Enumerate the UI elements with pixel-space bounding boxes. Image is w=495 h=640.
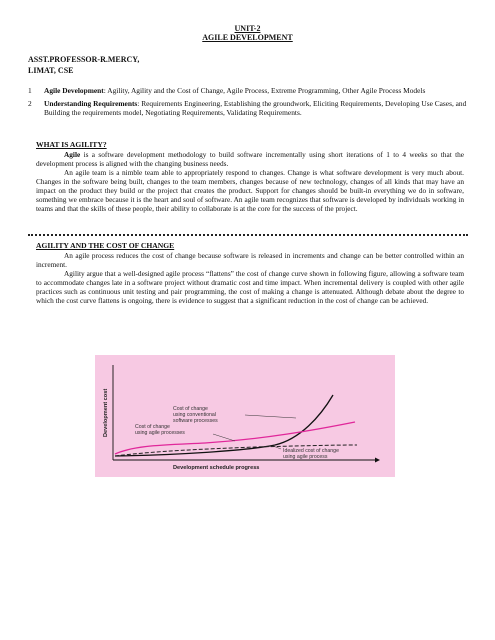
topic-item: [28, 99, 468, 118]
topic-text: : Requirements Engineering, Establishing the groundwork, Eliciting Requirements, Developing Use Cases, and Building the requirements model, Negotiating Requirements, Validating Requirements.: [44, 98, 467, 117]
figure-background: [95, 355, 395, 477]
paragraph: Agility argue that a well-designed agile process “flattens” the cost of change curve shown in following figure, allowing a software team to accommodate changes late in a software project without dramatic cost and time impact. When incremental delivery is coupled with other agile practices such as continuous unit testing and pair programming, the cost of making a change is attenuated. Although debate about the degree to which the cost curve flattens is ongoing, there is evidence to suggest that a significant reduction in the cost of change can be achieved.: [36, 269, 464, 305]
agile-curve-label: Cost of change using agile processes: [135, 424, 185, 436]
conventional-curve-label: Cost of change using conventional software processes: [173, 406, 218, 424]
paragraph: An agile process reduces the cost of change because software is released in increments and change can be better controlled within an increment.: [36, 251, 464, 269]
author-name: ASST.PROFESSOR-R.MERCY,: [28, 55, 140, 64]
topic-title: Understanding Requirements: [44, 98, 138, 108]
topic-list: [28, 86, 468, 121]
topic-title: Agile Development: [44, 86, 104, 95]
section-heading-cost-of-change: AGILITY AND THE COST OF CHANGE: [36, 241, 175, 250]
topic-number: 1: [28, 86, 32, 95]
paragraph: [36, 150, 464, 168]
paragraph-text: is a software development methodology to build software incrementally using short iterations of 1 to 4 weeks so that the development process is aligned with the changing business needs.: [36, 150, 464, 168]
cost-curve-diagram: [95, 355, 395, 477]
topic-text: : Agility, Agility and the Cost of Change, Agile Process, Extreme Programming, Other Agile Process Models: [103, 86, 426, 95]
author-affiliation: LIMAT, CSE: [28, 66, 74, 75]
topic-number: 2: [28, 98, 32, 108]
idealized-curve-label: Idealized cost of change using agile process: [283, 448, 339, 460]
section-heading-agility: WHAT IS AGILITY?: [36, 140, 107, 149]
topic-item: [28, 86, 468, 96]
paragraph: An agile team is a nimble team able to appropriately respond to changes. Change is what software development is very much about. Changes in the software being built, changes to the team members, changes because of new technology, changes of all kinds that may have an impact on the product they build or the project that creates the product. Support for changes should be built-in everything we do in software, something we embrace because it is the heart and soul of software. An agile team recognizes that software is developed by individuals working in teams and that the skills of these people, their ability to collaborate is at the core for the success of the project.: [36, 168, 464, 213]
x-axis-label: Development schedule progress: [173, 465, 260, 471]
section-body-agility: [36, 150, 464, 213]
y-axis-label: Development cost: [103, 388, 109, 437]
document-title: AGILE DEVELOPMENT: [202, 33, 293, 42]
section-divider: [28, 234, 468, 236]
cost-of-change-figure: [95, 355, 395, 477]
section-body-cost-of-change: [36, 251, 464, 305]
unit-label: UNIT-2: [234, 24, 261, 33]
bold-term: Agile: [64, 150, 81, 159]
